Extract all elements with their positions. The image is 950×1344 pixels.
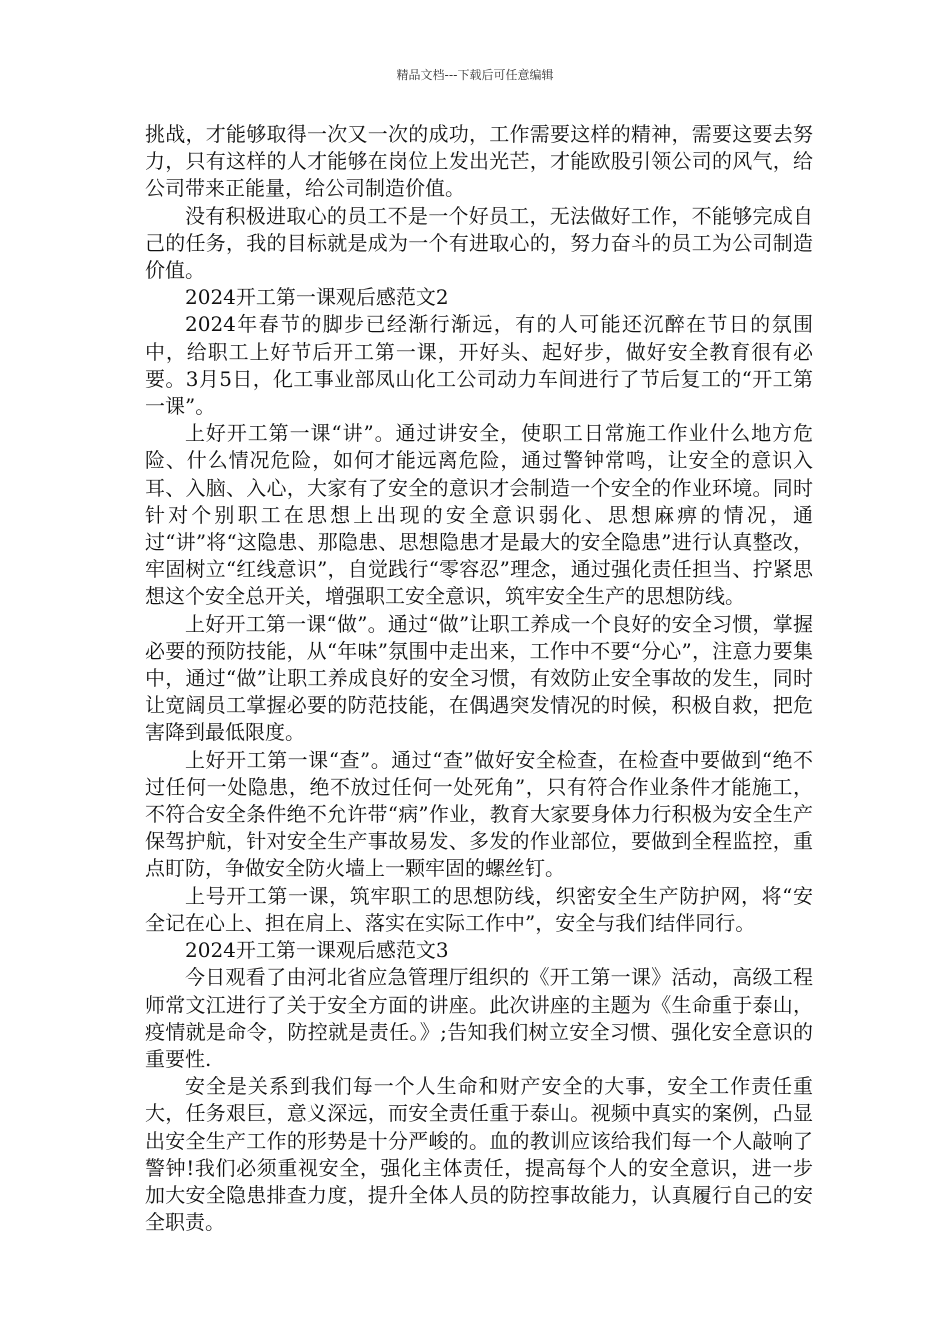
section-heading: 2024开工第一课观后感范文2: [185, 285, 449, 310]
paragraph: 2024年春节的脚步已经渐行渐远，有的人可能还沉醉在节日的氛围中，给职工上好节后开工第一课，开好头、起好步，做好安全教育很有必要。3月5日，化工事业部凤山化工公司动力车间进行了节后复工的“开工第一课”。: [145, 312, 813, 419]
document-body: [145, 121, 813, 1236]
paragraph: 安全是关系到我们每一个人生命和财产安全的大事，安全工作责任重大，任务艰巨，意义深远，而安全责任重于泰山。视频中真实的案例，凸显出安全生产工作的形势是十分严峻的。血的教训应该给我们每一个人敲响了警钟!我们必须重视安全，强化主体责任，提高每个人的安全意识，进一步加大安全隐患排查力度，提升全体人员的防控事故能力，认真履行自己的安全职责。: [145, 1074, 813, 1235]
paragraph: 今日观看了由河北省应急管理厅组织的《开工第一课》活动，高级工程师常文江进行了关于安全方面的讲座。此次讲座的主题为《生命重于泰山，疫情就是命令，防控就是责任。》;告知我们树立安全习惯、强化安全意识的重要性.: [145, 965, 813, 1071]
paragraph: 上号开工第一课，筑牢职工的思想防线，织密安全生产防护网，将“安全记在心上、担在肩上、落实在实际工作中”，安全与我们结伴同行。: [145, 883, 813, 935]
paragraph: 挑战，才能够取得一次又一次的成功，工作需要这样的精神，需要这要去努力，只有这样的人才能够在岗位上发出光芒，才能欧股引领公司的风气，给公司带来正能量，给公司制造价值。: [145, 122, 813, 201]
page-header: 精品文档---下载后可任意编辑: [396, 68, 554, 82]
paragraph: 上好开工第一课“讲”。通过讲安全，使职工日常施工作业什么地方危险、什么情况危险，如何才能远离危险，通过警钟常鸣，让安全的意识入耳、入脑、入心，大家有了安全的意识才会制造一个安全的作业环境。同时针对个别职工在思想上出现的安全意识弱化、思想麻痹的情况，通过“讲”将“这隐患、那隐患、思想隐患才是最大的安全隐患”进行认真整改，牢固树立“红线意识”，自觉践行“零容忍”理念，通过强化责任担当、拧紧思想这个安全总开关，增强职工安全意识，筑牢安全生产的思想防线。: [145, 421, 813, 609]
paragraph: 上好开工第一课“做”。通过“做”让职工养成一个良好的安全习惯，掌握必要的预防技能，从“年味”氛围中走出来，工作中不要“分心”，注意力要集中，通过“做”让职工养成良好的安全习惯，有效防止安全事故的发生，同时让宽阔员工掌握必要的防范技能，在偶遇突发情况的时候，积极自救，把危害降到最低限度。: [145, 611, 813, 745]
paragraph: 没有积极进取心的员工不是一个好员工，无法做好工作，不能够完成自己的任务，我的目标就是成为一个有进取心的，努力奋斗的员工为公司制造价值。: [145, 203, 813, 283]
section-heading: 2024开工第一课观后感范文3: [185, 938, 449, 963]
paragraph: 上好开工第一课“查”。通过“查”做好安全检查，在检查中要做到“绝不过任何一处隐患，绝不放过任何一处死角”，只有符合作业条件才能施工，不符合安全条件绝不允许带“病”作业，教育大家要身体力行积极为安全生产保驾护航，针对安全生产事故易发、多发的作业部位，要做到全程监控，重点盯防，争做安全防火墙上一颗牢固的螺丝钉。: [145, 747, 813, 881]
